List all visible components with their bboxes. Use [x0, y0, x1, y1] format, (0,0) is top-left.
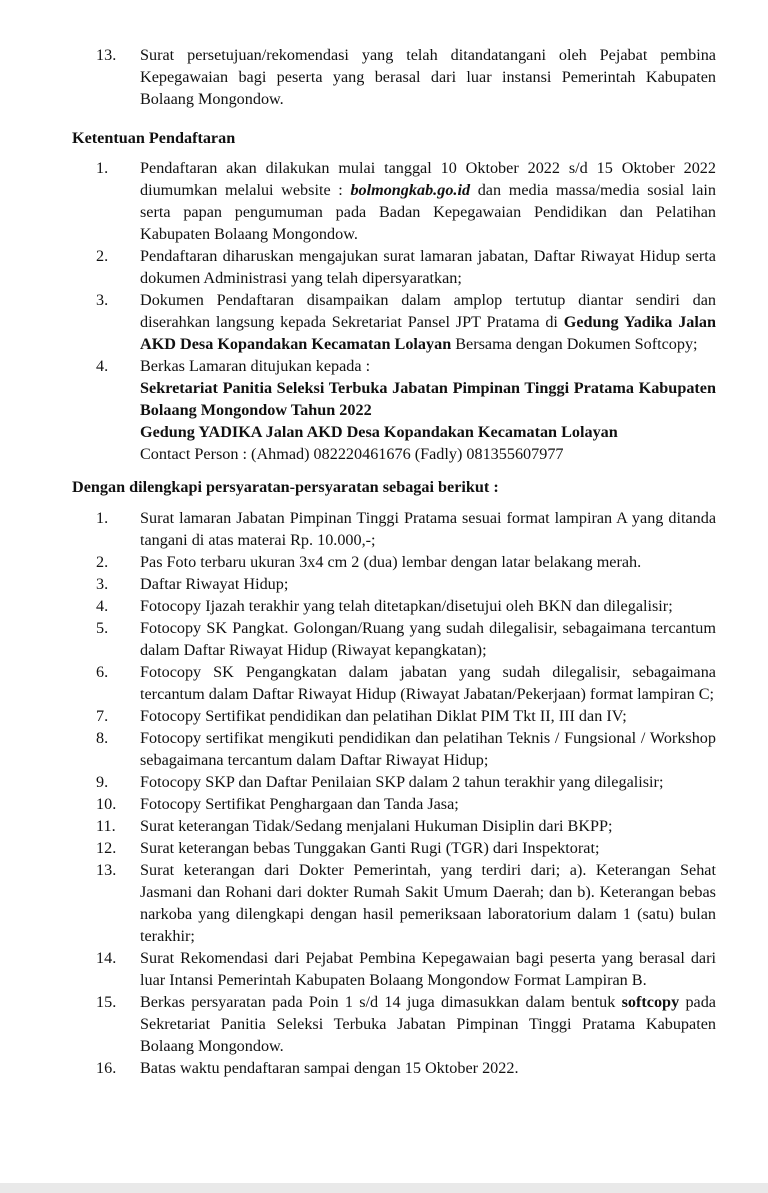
list-item — [96, 947, 716, 991]
list-item — [96, 157, 716, 245]
list-number: 12. — [96, 839, 117, 857]
list-number: 14. — [96, 949, 117, 967]
list-item — [96, 595, 716, 617]
list-item — [96, 507, 716, 551]
list-number: 2. — [96, 553, 109, 571]
list-text: Surat keterangan dari Dokter Pemerintah, yang terdiri dari; a). Keterangan Sehat Jasmani dan Rohani dari dokter Rumah Sakit Umum Daerah; dan b). Keterangan bebas narkoba yang dilengkapi dengan hasil pemeriksaan laboratorium dalam 1 (satu) bulan terakhir; — [140, 861, 716, 945]
list-text — [140, 157, 716, 245]
list-number: 4. — [96, 357, 109, 375]
section-heading-ketentuan: Ketentuan Pendaftaran — [72, 129, 236, 147]
address-bold: Gedung YADIKA Jalan AKD Desa Kopandakan Kecamatan Lolayan — [140, 423, 618, 441]
list-item — [96, 355, 716, 465]
list-text: Surat Rekomendasi dari Pejabat Pembina Kepegawaian bagi peserta yang berasal dari luar Intansi Pemerintah Kabupaten Bolaang Mongondow Format Lampiran B. — [140, 949, 716, 989]
list-number: 6. — [96, 663, 109, 681]
list-number: 5. — [96, 619, 109, 637]
list-text: Fotocopy sertifikat mengikuti pendidikan dan pelatihan Teknis / Fungsional / Workshop sebagaimana tercantum dalam Daftar Riwayat Hidup; — [140, 729, 716, 769]
list-text — [140, 289, 716, 355]
list-number: 1. — [96, 509, 109, 527]
text-segment: Bersama dengan Dokumen Softcopy; — [451, 335, 698, 353]
list-item — [96, 859, 716, 947]
list-number: 13. — [96, 46, 117, 64]
list-text: Fotocopy SK Pengangkatan dalam jabatan yang sudah dilegalisir, sebagaimana tercantum dalam Daftar Riwayat Hidup (Riwayat Jabatan/Pekerjaan) format lampiran C; — [140, 663, 716, 703]
list-number: 16. — [96, 1059, 117, 1077]
list-item — [96, 551, 716, 573]
list-item — [96, 727, 716, 771]
list-item — [96, 837, 716, 859]
list-item — [96, 573, 716, 595]
list-text: Pendaftaran diharuskan mengajukan surat lamaran jabatan, Daftar Riwayat Hidup serta dokumen Administrasi yang telah dipersyaratkan; — [140, 247, 716, 287]
page-bottom-edge — [0, 1183, 768, 1193]
list-number: 2. — [96, 247, 109, 265]
address-bold: Gedung Yadika Jalan AKD Desa Kopandakan Kecamatan Lolayan — [140, 313, 716, 353]
list-number: 7. — [96, 707, 109, 725]
list-text: Pas Foto terbaru ukuran 3x4 cm 2 (dua) lembar dengan latar belakang merah. — [140, 553, 642, 571]
list-item — [96, 771, 716, 793]
recipient-bold: Sekretariat Panitia Seleksi Terbuka Jabatan Pimpinan Tinggi Pratama Kabupaten Bolaang Mongondow Tahun 2022 — [140, 379, 716, 419]
list-text — [140, 991, 716, 1057]
softcopy-bold: softcopy — [621, 993, 680, 1011]
list-number: 11. — [96, 817, 116, 835]
list-number: 10. — [96, 795, 117, 813]
list-number: 8. — [96, 729, 109, 747]
list-number: 15. — [96, 993, 117, 1011]
list-number: 1. — [96, 159, 109, 177]
list-text: Surat lamaran Jabatan Pimpinan Tinggi Pratama sesuai format lampiran A yang ditanda tangani di atas materai Rp. 10.000,-; — [140, 509, 716, 549]
list-text: Fotocopy SKP dan Daftar Penilaian SKP dalam 2 tahun terakhir yang dilegalisir; — [140, 773, 664, 791]
ketentuan-list — [72, 157, 716, 465]
persyaratan-list — [72, 507, 716, 1079]
text-segment: Berkas persyaratan pada Poin 1 s/d 14 juga dimasukkan dalam bentuk — [140, 993, 622, 1011]
list-item — [96, 793, 716, 815]
list-text: Batas waktu pendaftaran sampai dengan 15 Oktober 2022. — [140, 1059, 519, 1077]
website-link[interactable]: bolmongkab.go.id — [350, 181, 471, 199]
list-text: Daftar Riwayat Hidup; — [140, 575, 289, 593]
text-segment: dan media massa/media sosial lain serta papan pengumuman pada Badan Kepegawaian Pendidikan dan Pelatihan Kabupaten Bolaang Mongondow. — [140, 181, 716, 243]
list-item-top-13 — [72, 44, 716, 110]
list-text: Surat keterangan Tidak/Sedang menjalani Hukuman Disiplin dari BKPP; — [140, 817, 613, 835]
list-text: Fotocopy Ijazah terakhir yang telah ditetapkan/disetujui oleh BKN dan dilegalisir; — [140, 597, 673, 615]
list-text: Surat keterangan bebas Tunggakan Ganti Rugi (TGR) dari Inspektorat; — [140, 839, 600, 857]
list-item — [96, 617, 716, 661]
list-item — [96, 245, 716, 289]
list-item — [96, 1057, 716, 1079]
list-number: 13. — [96, 861, 117, 879]
list-item — [96, 705, 716, 727]
text-segment: Dokumen Pendaftaran disampaikan dalam amplop tertutup diantar sendiri dan diserahkan langsung kepada Sekretariat Pansel JPT Pratama di — [140, 291, 716, 331]
list-item — [96, 815, 716, 837]
text-segment: Berkas Lamaran ditujukan kepada : — [140, 357, 371, 375]
list-text: Fotocopy Sertifikat pendidikan dan pelatihan Diklat PIM Tkt II, III dan IV; — [140, 707, 627, 725]
list-text — [140, 355, 716, 465]
list-number: 3. — [96, 575, 109, 593]
list-number: 9. — [96, 773, 109, 791]
list-item — [96, 289, 716, 355]
text-segment: pada Sekretariat Panitia Seleksi Terbuka Jabatan Pimpinan Tinggi Pratama Kabupaten Bolaang Mongondow. — [140, 993, 716, 1055]
section-heading-persyaratan: Dengan dilengkapi persyaratan-persyaratan sebagai berikut : — [72, 478, 499, 496]
list-number: 4. — [96, 597, 109, 615]
list-text: Fotocopy Sertifikat Penghargaan dan Tanda Jasa; — [140, 795, 459, 813]
list-text: Fotocopy SK Pangkat. Golongan/Ruang yang sudah dilegalisir, sebagaimana tercantum dalam Daftar Riwayat Hidup (Riwayat kepangkatan); — [140, 619, 716, 659]
contact-person: Contact Person : (Ahmad) 082220461676 (Fadly) 081355607977 — [140, 445, 564, 463]
list-item — [96, 661, 716, 705]
text-segment: Pendaftaran akan dilakukan mulai tanggal 10 Oktober 2022 s/d 15 Oktober 2022 diumumkan melalui website : — [140, 159, 716, 199]
list-text: Surat persetujuan/rekomendasi yang telah ditandatangani oleh Pejabat pembina Kepegawaian bagi peserta yang berasal dari luar instansi Pemerintah Kabupaten Bolaang Mongondow. — [140, 46, 716, 108]
list-number: 3. — [96, 291, 109, 309]
list-item — [96, 991, 716, 1057]
